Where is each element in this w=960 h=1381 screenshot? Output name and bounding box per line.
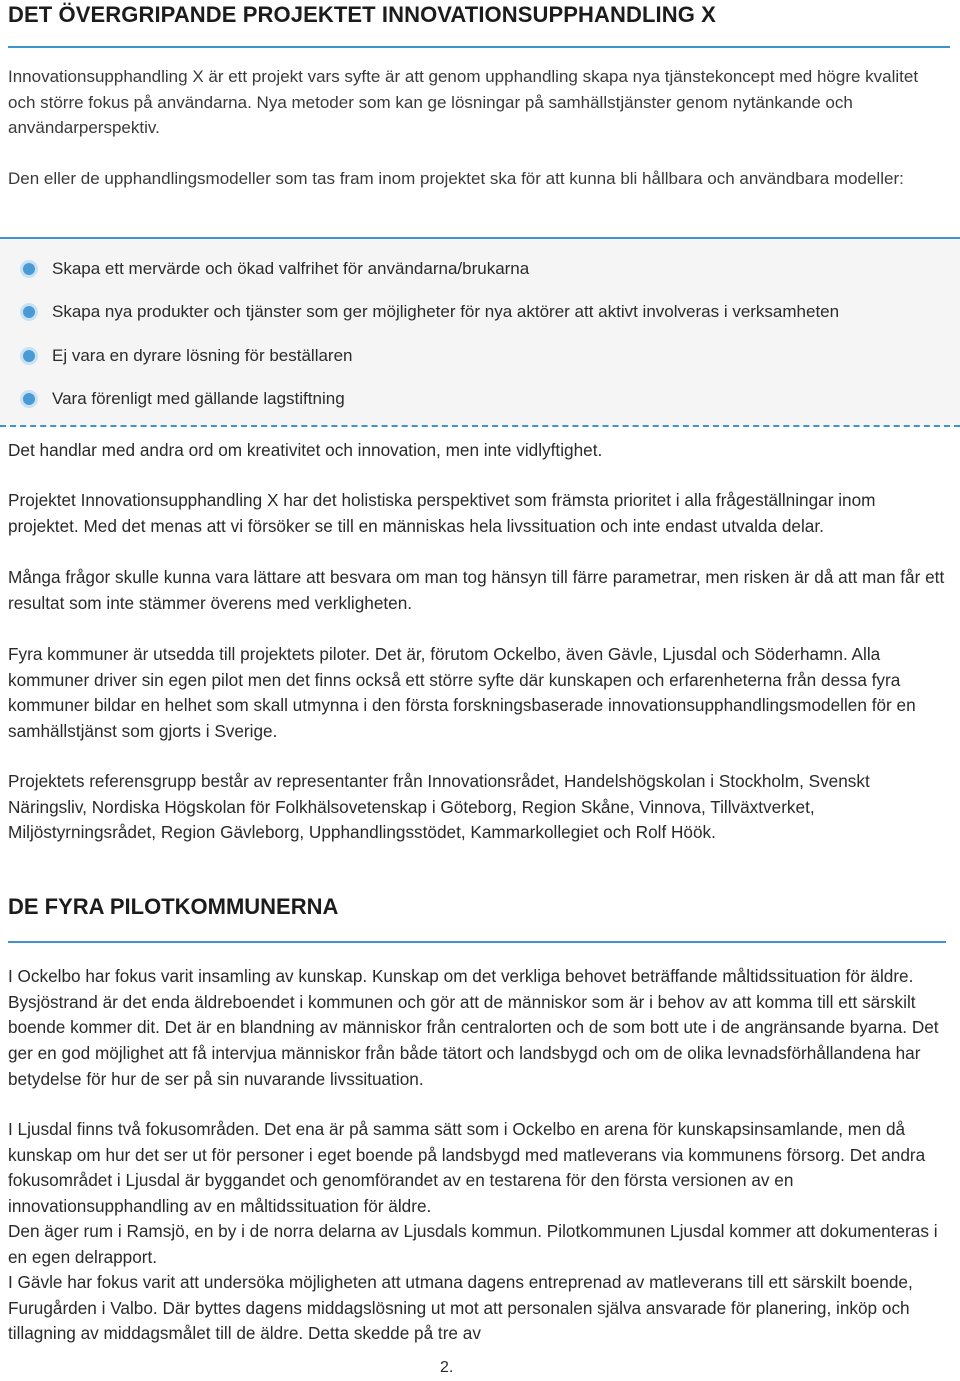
page-number: 2.	[440, 1359, 454, 1376]
list-item	[20, 386, 345, 412]
body-paragraph-3: Det handlar med andra ord om kreativitet och innovation, men inte vidlyftighet.	[8, 440, 603, 460]
list-item-text: Ej vara en dyrare lösning för beställaren	[52, 346, 353, 365]
section-title: DE FYRA PILOTKOMMUNERNA	[8, 894, 339, 919]
section-paragraph-1: I Ockelbo har fokus varit insamling av kunskap. Kunskap om det verkliga behovet beträffande måltidssituation för äldre. Bysjöstrand är det enda äldreboendet i kommunen och gör att de människor som är i behov av att komma till ett särskilt boende kommer dit. Det är en blandning av människor från centralorten och de som bott ute i de angränsande byarna. Det ger en god möjlighet att få intervjua människor från både tätort och landsbygd och om de olika levnadsförhållandena har betydelse för hur de ser på sin nuvarande livssituation.	[8, 966, 939, 1089]
list-item-text: Vara förenligt med gällande lagstiftning	[52, 389, 345, 408]
body-paragraph-6: Fyra kommuner är utsedda till projektets piloter. Det är, förutom Ockelbo, även Gävle, Ljusdal och Söderhamn. Alla kommuner driver sin egen pilot men det finns också ett större syfte där kunskapen och erfarenheterna från dessa fyra kommuner bildar en helhet som skall utmynna i den första forskningsbaserade innovationsupphandlingsmodellen för en samhällstjänst som gjorts i Sverige.	[8, 644, 916, 742]
bullet-dot-icon	[20, 303, 38, 321]
body-paragraph-5: Många frågor skulle kunna vara lättare att besvara om man tog hänsyn till färre parametrar, men risken är då att man får ett resultat som inte stämmer överens med verkligheten.	[8, 567, 945, 613]
list-item-text: Skapa nya produkter och tjänster som ger möjligheter för nya aktörer att aktivt involveras i verksamheten	[52, 302, 840, 321]
bullet-dot-icon	[20, 347, 38, 365]
section-paragraph-4: I Gävle har fokus varit att undersöka möjligheten att utmana dagens entreprenad av matleverans till ett särskilt boende, Furugården i Valbo. Där byttes dagens middagslösning ut mot att personalen själva ansvarade för planering, inköp och tillagning av middagsmålet till de äldre. Detta skedde på tre av	[8, 1272, 913, 1344]
intro-paragraph-1: Innovationsupphandling X är ett projekt vars syfte är att genom upphandling skapa nya tjänstekoncept med högre kvalitet och större fokus på användarna. Nya metoder som kan ge lösningar på samhällstjänster genom nytänkande och användarperspektiv.	[8, 67, 919, 138]
bullet-dot-icon	[20, 260, 38, 278]
section-paragraph-3: Den äger rum i Ramsjö, en by i de norra delarna av Ljusdals kommun. Pilotkommunen Ljusdal kommer att dokumenteras i en egen delrapport.	[8, 1221, 938, 1267]
body-paragraph-7: Projektets referensgrupp består av representanter från Innovationsrådet, Handelshögskolan i Stockholm, Svenskt Näringsliv, Nordiska Högskolan för Folkhälsovetenskap i Göteborg, Region Skåne, Vinnova, Tillväxtverket, Miljöstyrningsrådet, Region Gävleborg, Upphandlingsstödet, Kammarkollegiet och Rolf Höök.	[8, 771, 870, 843]
list-item	[20, 256, 529, 282]
intro-paragraph-2: Den eller de upphandlingsmodeller som tas fram inom projektet ska för att kunna bli hållbara och användbara modeller:	[8, 169, 904, 188]
section-paragraph-2: I Ljusdal finns två fokusområden. Det ena är på samma sätt som i Ockelbo en arena för kunskapsinsamlande, men då kunskap om hur det ser ut för personer i eget boende på landsbygd med matleverans via kommunens försorg. Det andra fokusområdet i Ljusdal är byggandet och genomförandet av en testarena för den första versionen av en innovationsupphandling av en måltidssituation för äldre.	[8, 1119, 926, 1217]
list-item	[20, 343, 353, 369]
bullet-dot-icon	[20, 390, 38, 408]
title-divider	[8, 46, 950, 48]
section-divider	[8, 941, 946, 943]
page-title: DET ÖVERGRIPANDE PROJEKTET INNOVATIONSUPPHANDLING X	[8, 2, 716, 27]
list-item-text: Skapa ett mervärde och ökad valfrihet för användarna/brukarna	[52, 259, 530, 278]
body-paragraph-4: Projektet Innovationsupphandling X har det holistiska perspektivet som främsta prioritet i alla frågeställningar inom projektet. Med det menas att vi försöker se till en människas hela livssituation och inte endast utvalda delar.	[8, 490, 876, 536]
list-item	[20, 299, 839, 325]
requirements-box-divider	[0, 425, 960, 427]
